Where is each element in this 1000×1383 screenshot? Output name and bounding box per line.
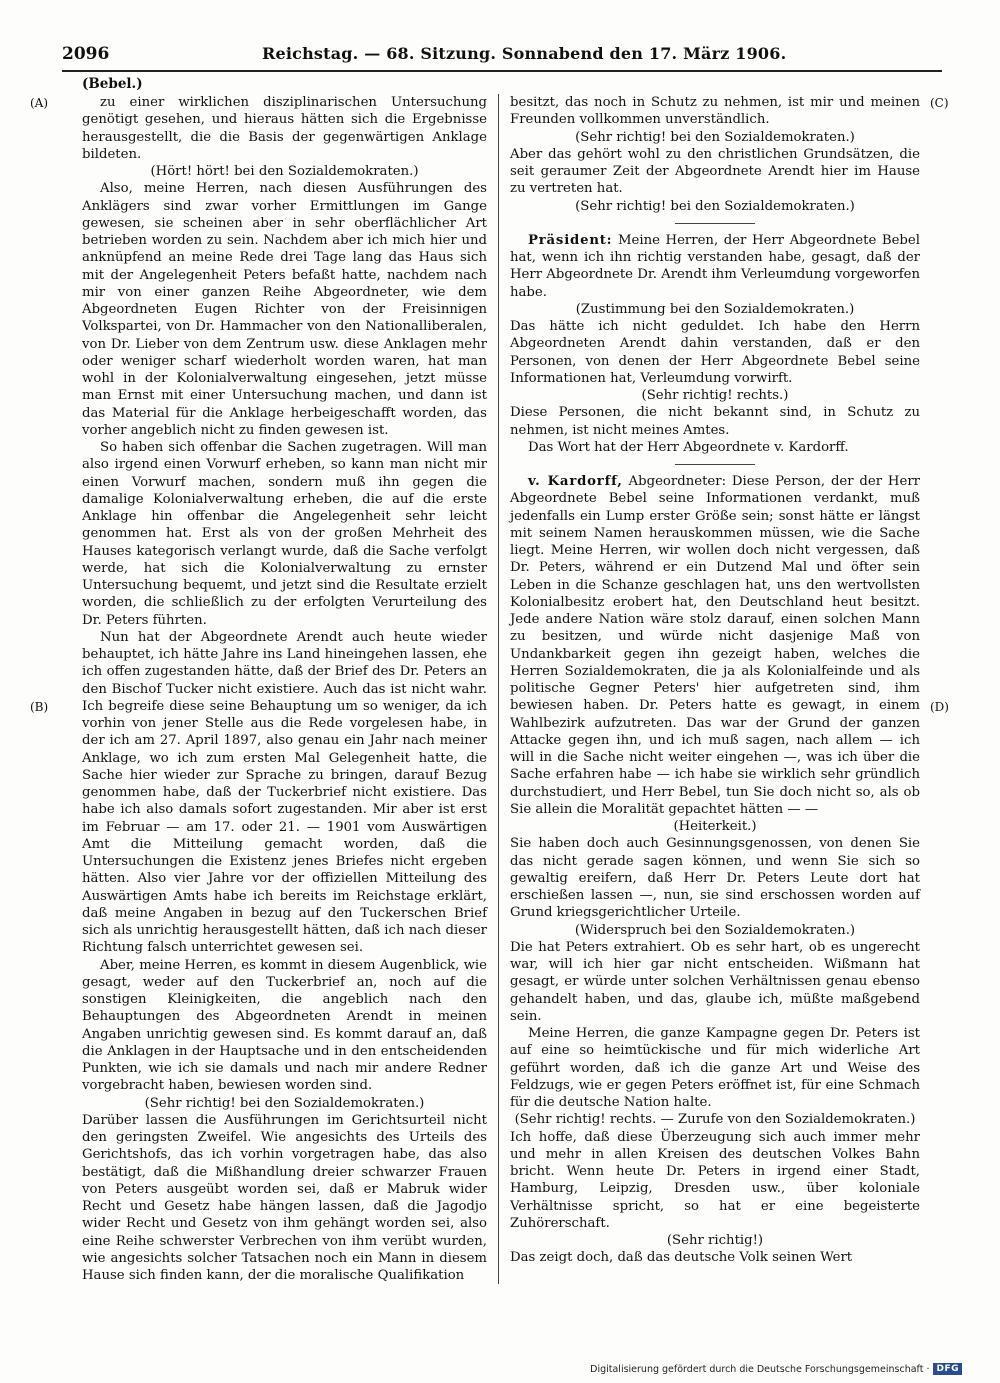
interjection: [510, 818, 920, 835]
paragraph-text: (Sehr richtig!): [666, 1233, 764, 1248]
interjection: [510, 1232, 920, 1249]
paragraph-text: (Widerspruch bei den Sozialdemokraten.): [574, 922, 856, 938]
paragraph: [510, 404, 920, 439]
paragraph: [510, 473, 920, 818]
paragraph: [510, 1249, 920, 1266]
margin-marker-a: (A): [30, 96, 49, 110]
paragraph-text: Das hätte ich nicht geduldet. Ich habe den Herrn Abgeordneten Arendt dahin verstanden, daß er den Personen, von denen der Herr Abgeordnete Bebel seine Informationen hat, Verleumdung vorwirft.: [510, 319, 920, 386]
footer-text: Digitalisierung gefördert durch die Deutsche Forschungsgemeinschaft ·: [590, 1363, 930, 1375]
paragraph-text: So haben sich offenbar die Sachen zugetragen. Will man also irgend einen Vorwurf erheben, so kann man nicht mir einen Vorwurf machen, sondern muß ihn gegen die damalige Kolonialverwaltung erheben, die auf die erste Anklage hin offenbar die Angelegenheit sehr leicht genommen hat. Erst als von der großen Mehrheit des Hauses kategorisch verlangt wurde, daß die Sache verfolgt werde, hat sich die Kolonialverwaltung zu ernster Untersuchung bequemt, und jetzt sind die Resultate erzielt worden, die schließlich zu der erfolgten Verurteilung des Dr. Peters führten.: [82, 440, 487, 628]
paragraph: [82, 1112, 487, 1285]
paragraph-text: (Hört! hört! bei den Sozialdemokraten.): [150, 164, 419, 179]
running-header: [62, 44, 942, 72]
paragraph: [510, 94, 920, 129]
paragraph: [510, 318, 920, 387]
paragraph-text: Die hat Peters extrahiert. Ob es sehr hart, ob es ungerecht war, will ich hier gar nicht entscheiden. Wißmann hat gesagt, er würde unter solchen Verhältnissen genau ebenso gehandelt haben, und das, glaube ich, müßte maßgebend sein.: [510, 939, 920, 1024]
paragraph: [510, 1129, 920, 1233]
paragraph: [510, 146, 920, 198]
running-title: Reichstag. — 68. Sitzung. Sonnabend den 17. März 1906.: [262, 44, 787, 63]
paragraph-text: Nun hat der Abgeordnete Arendt auch heute wieder behauptet, ich hätte Jahre ins Land hineingehen lassen, ehe ich offen zugestanden hätte, daß der Brief des Dr. Peters an den Bischof Tucker nicht existiere. Auch das ist nicht wahr. Ich begreife diese seine Behauptung um so weniger, da ich vorhin von jener Stelle aus die Rede vorgelesen habe, in der ich am 27. April 1897, also genau ein Jahr nach meiner Anklage, wo ich zum ersten Mal Gelegenheit hatte, die Sache hier wieder zur Sprache zu bringen, darauf Bezug genommen habe, daß der Tuckerbrief nicht existiere. Das habe ich also damals sofort zugestanden. Mir aber ist erst im Februar — am 17. oder 21. — 1901 vom Auswärtigen Amt die Mitteilung gemacht worden, daß die Untersuchungen die Existenz jenes Briefes nicht ergeben hätten. Also vier Jahre vor der offiziellen Mitteilung des Auswärtigen Amts habe ich bereits im Reichstage erklärt, daß meine Angaben in bezug auf den Tuckerschen Brief sich als unrichtig herausgestellt hätten, daß ich nach dieser Richtung falsch unterrichtet gewesen sei.: [82, 629, 487, 956]
interjection: [510, 1111, 920, 1128]
paragraph-text: (Sehr richtig! rechts. — Zurufe von den Sozialdemokraten.): [514, 1112, 916, 1128]
paragraph-text: zu einer wirklichen disziplinarischen Untersuchung genötigt gesehen, und hieraus hätten sich die Ergebnisse herausgestellt, die die Basis der gegenwärtigen Anklage bildeten.: [82, 95, 487, 162]
interjection: [510, 301, 920, 318]
paragraph-text: Sie haben doch auch Gesinnungsgenossen, von denen Sie das nicht gerade sagen können, und wenn Sie sich so gewaltig ereifern, daß Herr Dr. Peters Leute dort hat erschießen lassen —, nun, sie sind erschossen worden auf Grund kriegsgerichtlicher Urteile.: [510, 836, 920, 921]
paragraph: [510, 439, 920, 456]
paragraph-text: (Sehr richtig! bei den Sozialdemokraten.): [575, 129, 855, 145]
interjection: [510, 387, 920, 404]
interjection: [510, 129, 920, 146]
paragraph-text: Diese Personen, die nicht bekannt sind, in Schutz zu nehmen, ist nicht meines Amtes.: [510, 405, 920, 438]
paragraph-text: Aber, meine Herren, es kommt in diesem Augenblick, wie gesagt, weder auf den Tuckerbrief an, noch auf die sonstigen Kleinigkeiten, die angeblich nach den Behauptungen des Abgeordneten Arendt in meinen Angaben unrichtig gewesen sind. Es kommt darauf an, daß die Anklagen in der Hauptsache und in den entscheidenden Punkten, wie ich sie damals und nach mir andere Redner vorgebracht haben, bewiesen worden sind.: [82, 957, 487, 1094]
paragraph-text: Meine Herren, der Herr Abgeordnete Bebel hat, wenn ich ihn richtig verstanden habe, gesagt, daß der Herr Abgeordnete Dr. Arendt ihm Verleumdung vorgeworfen habe.: [510, 232, 920, 300]
interjection: [82, 1095, 487, 1112]
margin-marker-c: (C): [930, 96, 949, 110]
paragraph-text: Ich hoffe, daß diese Überzeugung sich auch immer mehr und mehr in allen Kreisen des deutschen Volkes Bahn bricht. Wenn heute Dr. Peters in irgend einer Stadt, Hamburg, Leipzig, Dresden usw., über koloniale Verhältnisse spricht, so hat er eine begeisterte Zuhörerschaft.: [510, 1129, 920, 1231]
paragraph-text: Abgeordneter: Diese Person, der der Herr Abgeordnete Bebel seine Informationen verdankt, muß jedenfalls ein Lump erster Größe sein; sonst hätte er längst mit seinem Namen herauskommen müssen, wie die Sache liegt. Meine Herren, wir wollen doch nicht vergessen, daß Dr. Peters, während er ein Dutzend Mal und öfter sein Leben in die Schanze geschlagen hat, uns den wertvollsten Kolonialbesitz erobert hat, den Deutschland heut besitzt. Jede andere Nation wäre stolz darauf, einen solchen Mann zu besitzen, und würde nicht dasjenige Maß von Undankbarkeit gegen ihn gezeigt haben, welches die Herren Sozialdemokraten, die ja als Kolonialfeinde und als politische Gegner Peters' hier aufgetreten sind, ihm bewiesen haben. Dr. Peters hatte es gewagt, in einem Wahlbezirk aufzutreten. Das war der Grund der ganzen Attacke gegen ihn, und ich muß sagen, nach allem — ich will in die Sache nicht weiter eingehen —, was ich über die Sache erfahren habe — ich habe sie wirklich sehr gründlich durchstudiert, und Herr Bebel, tun Sie doch nicht so, als ob Sie allein die Moralität gepachtet hätten — —: [510, 474, 920, 817]
paragraph: [82, 439, 487, 629]
interjection: [82, 163, 487, 180]
paragraph-text: Das Wort hat der Herr Abgeordnete v. Kardorff.: [528, 439, 849, 455]
paragraph-text: (Sehr richtig! bei den Sozialdemokraten.): [144, 1095, 425, 1111]
paragraph: [82, 180, 487, 439]
paragraph-text: Meine Herren, die ganze Kampagne gegen Dr. Peters ist auf eine so heimtückische und für mich widerliche Art geführt worden, daß ich die ganze Art und Weise des Feldzugs, wie er gegen Peters eröffnet ist, für eine Schmach für die deutsche Nation halte.: [510, 1026, 920, 1110]
paragraph-text: (Heiterkeit.): [673, 819, 757, 834]
interjection: [510, 922, 920, 939]
margin-marker-d: (D): [930, 700, 949, 714]
column-divider: [498, 94, 499, 1284]
margin-marker-b: (B): [30, 700, 49, 714]
speaker-continuation: (Bebel.): [82, 76, 143, 92]
paragraph-text: (Sehr richtig! bei den Sozialdemokraten.): [575, 198, 855, 214]
dfg-logo: DFG: [933, 1363, 962, 1375]
paragraph: [82, 629, 487, 957]
interjection: [510, 198, 920, 215]
paragraph: [510, 835, 920, 921]
left-column: [82, 94, 487, 1284]
paragraph-text: besitzt, das noch in Schutz zu nehmen, ist mir und meinen Freunden vollkommen unverständlich.: [510, 95, 920, 128]
footer-credit: [590, 1363, 962, 1375]
paragraph-text: Aber das gehört wohl zu den christlichen Grundsätzen, die seit geraumer Zeit der Abgeordnete Arendt hier im Hause zu vertreten hat.: [510, 146, 920, 197]
paragraph: [510, 939, 920, 1025]
right-column: [510, 94, 920, 1267]
paragraph: [82, 957, 487, 1095]
section-separator: [675, 464, 755, 465]
speaker-name: v. Kardorff,: [528, 474, 623, 489]
paragraph-text: (Zustimmung bei den Sozialdemokraten.): [575, 301, 855, 317]
paragraph-text: Also, meine Herren, nach diesen Ausführungen des Anklägers sind zwar vorher Ermittlungen im Gange gewesen, sie scheinen aber in sehr oberflächlicher Art betrieben worden zu sein. Nachdem aber ich mich hier und anknüpfend an meine Rede drei Tage lang das Haus sich mit der Angelegenheit Peters befaßt hatte, nachdem nach mir von einer ganzen Reihe Abgeordneter, wie dem Abgeordneten Eugen Richter von der Freisinnigen Volkspartei, von Dr. Hammacher von den Nationalliberalen, von Dr. Lieber von dem Zentrum usw. diese Anklagen mehr oder weniger scharf wiederholt worden waren, hat man wohl in der Kolonialverwaltung eingesehen, jetzt müsse man Ernst mit einer Untersuchung machen, und dann ist das Material für die Anklage herbeigeschafft worden, das vorher angeblich nicht zu finden gewesen ist.: [82, 181, 487, 438]
paragraph-text: Das zeigt doch, daß das deutsche Volk seinen Wert: [510, 1250, 853, 1266]
section-separator: [675, 223, 755, 224]
paragraph-text: Darüber lassen die Ausführungen im Gerichtsurteil nicht den geringsten Zweifel. Wie angesichts des Urteils des Gerichtshofs, das ich vorhin vorgetragen habe, das also bestätigt, daß die Mißhandlung dreier schwarzer Frauen von Peters ausgeübt worden sei, daß er Mabruk wider Recht und Gesetz habe hängen lassen, daß die Jagodjo wider Recht und Gesetz von ihm gehängt worden sei, also eine Reihe schwerster Verbrechen von ihm verübt wurden, wie angesichts solcher Tatsachen noch ein Mann in diesem Hause sich finden kann, der die moralische Qualifikation: [82, 1112, 487, 1283]
speaker-name: Präsident:: [528, 232, 613, 248]
paragraph: [82, 94, 487, 163]
paragraph-text: (Sehr richtig! rechts.): [641, 388, 789, 403]
page-number: 2096: [62, 44, 110, 64]
paragraph: [510, 232, 920, 301]
paragraph: [510, 1025, 920, 1111]
